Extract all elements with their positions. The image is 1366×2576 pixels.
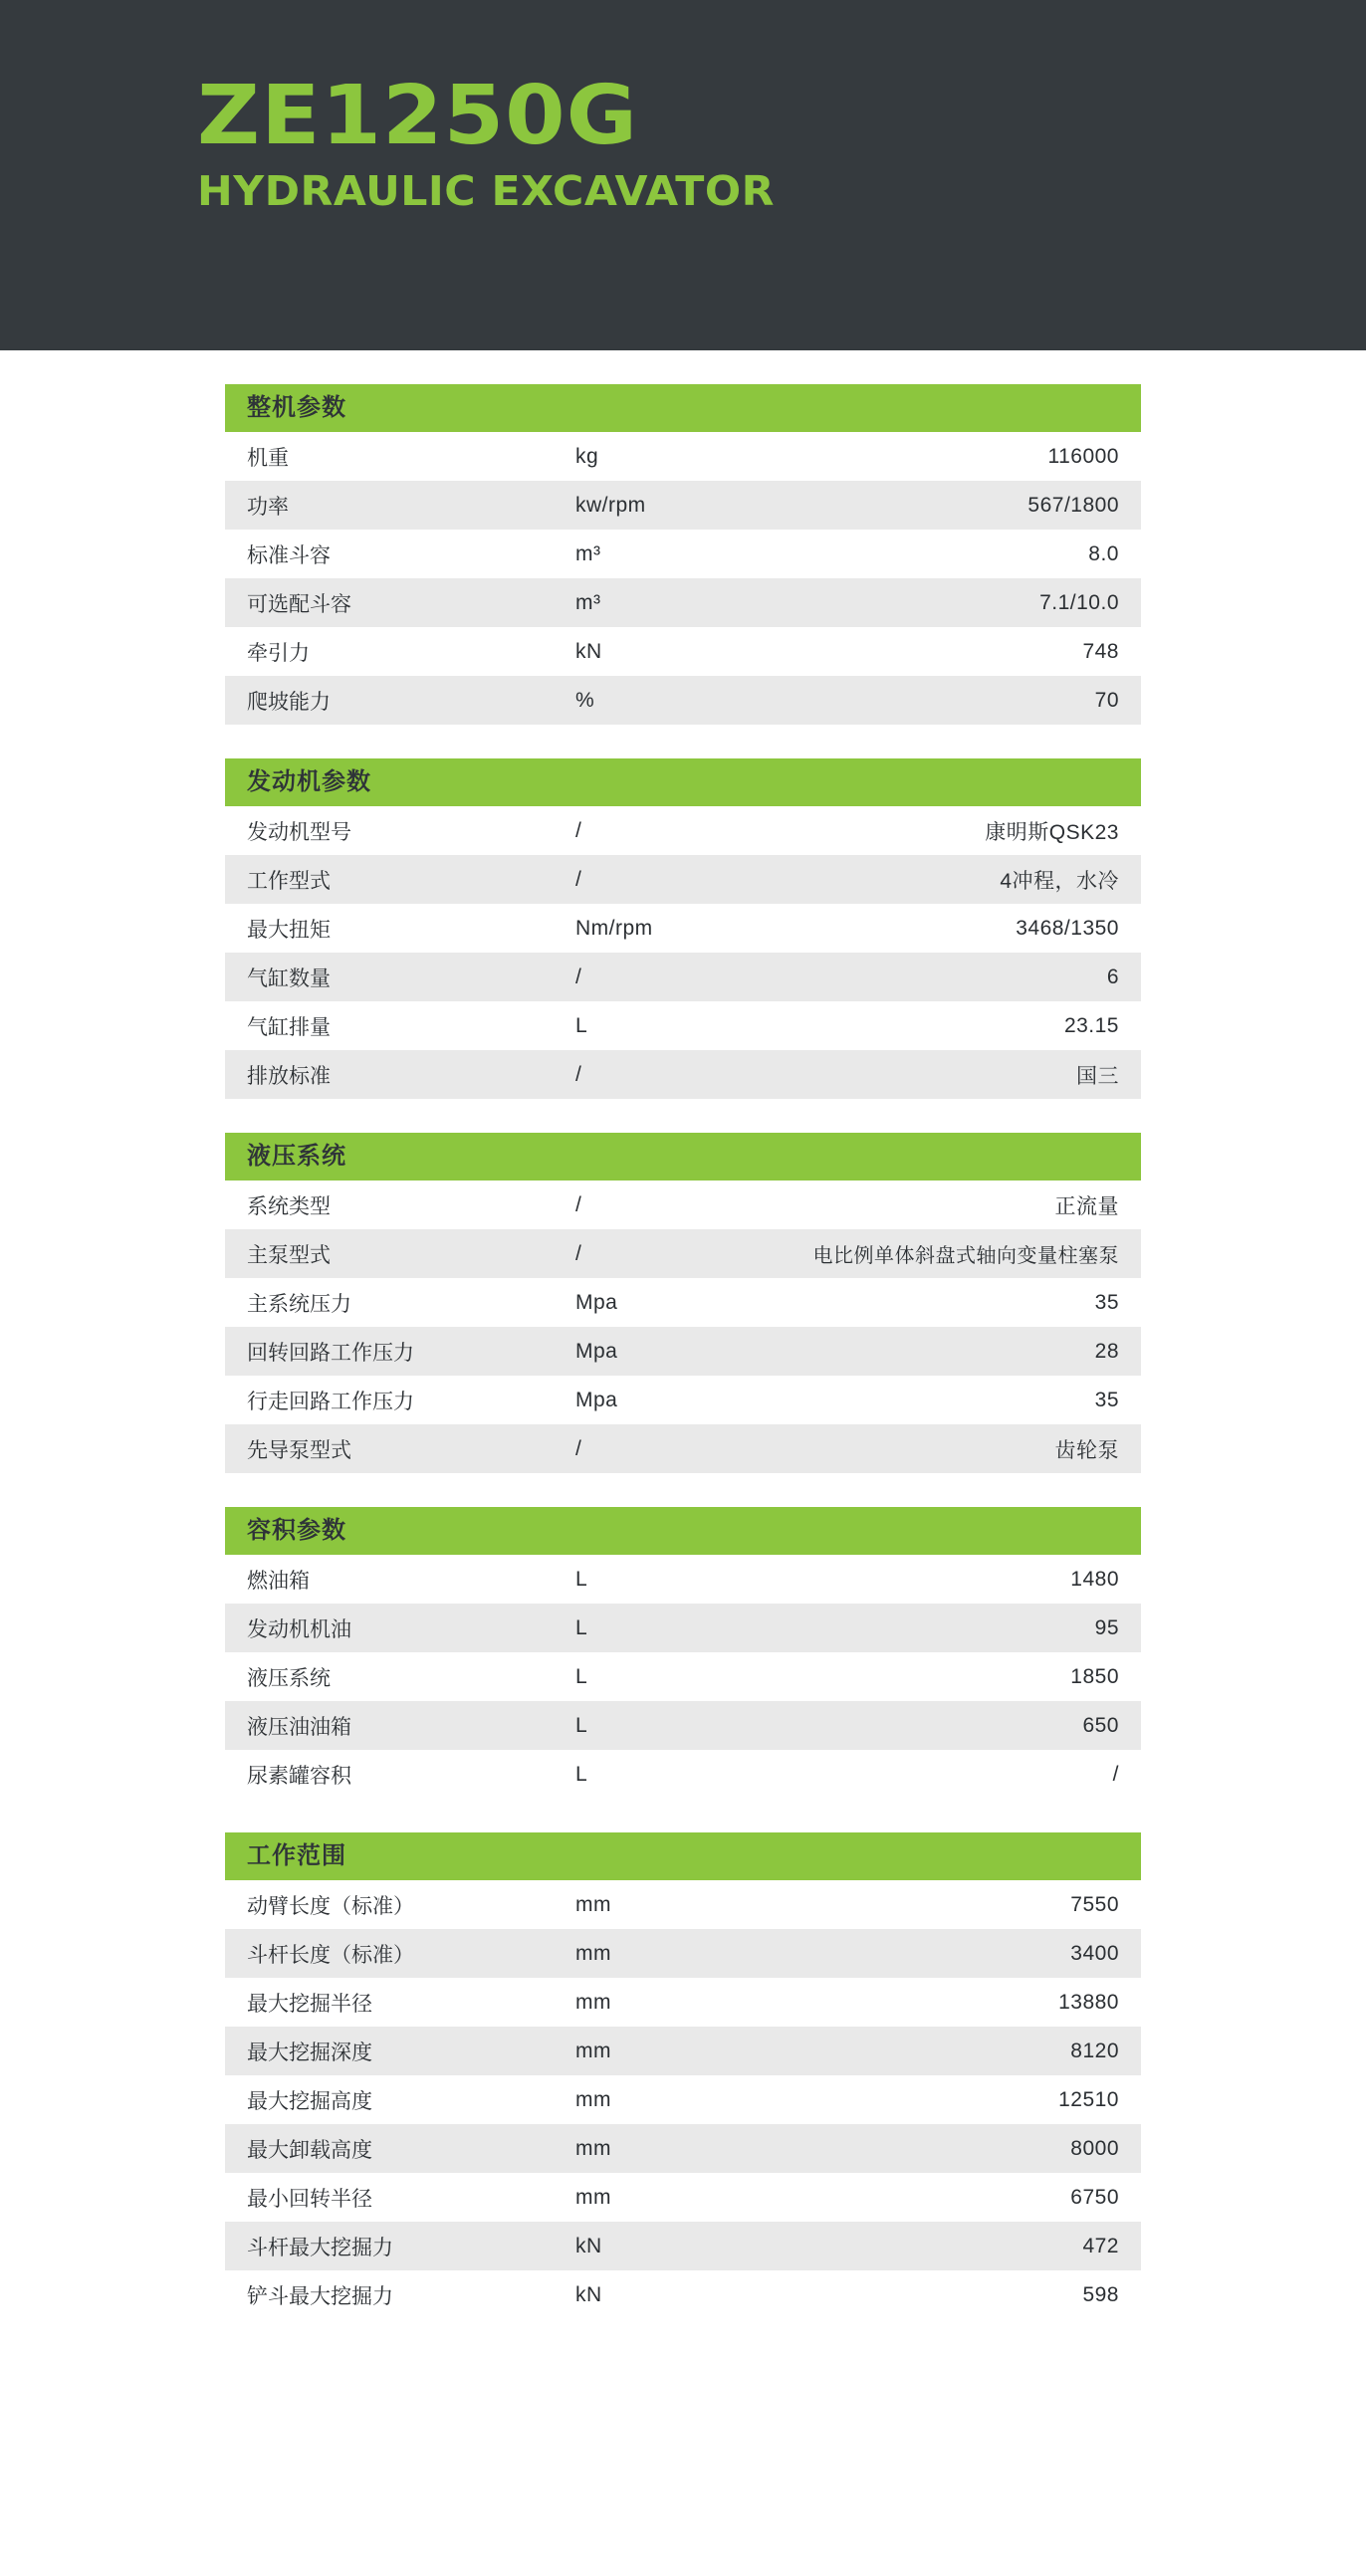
spec-row-unit: Nm/rpm xyxy=(575,916,653,940)
header-text-block xyxy=(197,69,776,215)
spec-row-value: 1850 xyxy=(1070,1664,1119,1688)
spec-row-label: 工作型式 xyxy=(247,869,331,893)
spec-row-unit: mm xyxy=(575,2185,611,2209)
spec-row xyxy=(225,1327,1141,1376)
spec-row-unit: L xyxy=(575,1013,588,1037)
spec-row-label: 液压系统 xyxy=(247,1666,331,1690)
spec-row-label: 爬坡能力 xyxy=(247,690,331,714)
spec-row xyxy=(225,1750,1141,1799)
spec-section-title: 容积参数 xyxy=(225,1507,1141,1555)
spec-row-value: 13880 xyxy=(1058,1990,1119,2014)
spec-row-unit: kN xyxy=(575,2282,602,2306)
spec-row xyxy=(225,578,1141,627)
spec-row-label: 发动机型号 xyxy=(247,820,351,844)
spec-row-label: 先导泵型式 xyxy=(247,1438,351,1462)
spec-row-group xyxy=(225,432,1141,725)
spec-row-value: 70 xyxy=(1094,688,1119,712)
spec-section xyxy=(225,758,1141,1099)
spec-row-unit: / xyxy=(575,1192,582,1216)
spec-row xyxy=(225,2124,1141,2173)
spec-row-label: 动臂长度（标准） xyxy=(247,1894,414,1918)
spec-row-label: 行走回路工作压力 xyxy=(247,1390,414,1413)
spec-row-value: 齿轮泵 xyxy=(1054,1438,1119,1462)
spec-row-label: 主泵型式 xyxy=(247,1243,331,1267)
spec-row-label: 标准斗容 xyxy=(247,543,331,567)
spec-row-value: 35 xyxy=(1094,1388,1119,1411)
spec-row-value: / xyxy=(1112,1762,1119,1786)
spec-row-unit: mm xyxy=(575,2039,611,2062)
spec-row-unit: mm xyxy=(575,1990,611,2014)
spec-row-label: 最大卸载高度 xyxy=(247,2138,372,2162)
spec-section-title: 发动机参数 xyxy=(225,758,1141,806)
spec-row-value: 3468/1350 xyxy=(1016,916,1119,940)
spec-row xyxy=(225,1001,1141,1050)
spec-row-label: 系统类型 xyxy=(247,1194,331,1218)
spec-row-value: 正流量 xyxy=(1054,1194,1119,1218)
spec-row xyxy=(225,953,1141,1001)
spec-row xyxy=(225,432,1141,481)
spec-row-value: 116000 xyxy=(1047,444,1119,468)
spec-row-group xyxy=(225,1880,1141,2319)
spec-row-value: 598 xyxy=(1082,2282,1119,2306)
product-model-title: ZE1250G xyxy=(197,69,639,163)
spec-row-unit: / xyxy=(575,1062,582,1086)
spec-row-label: 斗杆长度（标准） xyxy=(247,1943,414,1967)
spec-row xyxy=(225,855,1141,904)
spec-row-value: 650 xyxy=(1082,1713,1119,1737)
spec-row xyxy=(225,627,1141,676)
spec-row-value: 567/1800 xyxy=(1027,493,1119,517)
spec-row-unit: / xyxy=(575,867,582,891)
spec-row-unit: / xyxy=(575,1436,582,1460)
spec-row xyxy=(225,1424,1141,1473)
spec-row-label: 机重 xyxy=(247,446,289,470)
spec-row-unit: / xyxy=(575,818,582,842)
spec-row xyxy=(225,1050,1141,1099)
spec-section xyxy=(225,384,1141,725)
spec-row-value: 康明斯QSK23 xyxy=(985,820,1119,844)
spec-row xyxy=(225,481,1141,530)
spec-row-label: 最大挖掘半径 xyxy=(247,1992,372,2016)
spec-row xyxy=(225,2222,1141,2270)
spec-row-label: 功率 xyxy=(247,495,289,519)
spec-row-label: 尿素罐容积 xyxy=(247,1764,351,1788)
spec-row-label: 最小回转半径 xyxy=(247,2187,372,2211)
spec-row-unit: Mpa xyxy=(575,1339,618,1363)
spec-row-label: 发动机机油 xyxy=(247,1617,351,1641)
spec-row-group xyxy=(225,1181,1141,1473)
spec-row-label: 气缸数量 xyxy=(247,966,331,990)
spec-row xyxy=(225,1880,1141,1929)
spec-row xyxy=(225,1181,1141,1229)
spec-row-unit: L xyxy=(575,1762,588,1786)
spec-section xyxy=(225,1832,1141,2319)
spec-row-label: 燃油箱 xyxy=(247,1569,310,1593)
spec-row-value: 8120 xyxy=(1070,2039,1119,2062)
spec-row-unit: L xyxy=(575,1713,588,1737)
spec-row-group xyxy=(225,1555,1141,1799)
spec-row-label: 最大挖掘深度 xyxy=(247,2040,372,2064)
spec-row xyxy=(225,904,1141,953)
spec-row xyxy=(225,1229,1141,1278)
spec-row-label: 主系统压力 xyxy=(247,1292,351,1316)
spec-row-unit: L xyxy=(575,1615,588,1639)
spec-row-value: 8000 xyxy=(1070,2136,1119,2160)
spec-row xyxy=(225,676,1141,725)
spec-row-unit: mm xyxy=(575,2087,611,2111)
spec-row-label: 气缸排量 xyxy=(247,1015,331,1039)
spec-row-value: 6750 xyxy=(1070,2185,1119,2209)
spec-row-label: 斗杆最大挖掘力 xyxy=(247,2236,393,2259)
spec-section-title: 液压系统 xyxy=(225,1133,1141,1181)
spec-row-group xyxy=(225,806,1141,1099)
header-banner xyxy=(0,0,1366,350)
spec-row-label: 最大挖掘高度 xyxy=(247,2089,372,2113)
spec-row xyxy=(225,2075,1141,2124)
spec-row-label: 铲斗最大挖掘力 xyxy=(247,2284,393,2308)
spec-row-unit: L xyxy=(575,1664,588,1688)
spec-row xyxy=(225,1604,1141,1652)
spec-row-value: 23.15 xyxy=(1063,1013,1119,1037)
spec-row-value: 电比例单体斜盘式轴向变量柱塞泵 xyxy=(812,1245,1119,1267)
spec-row xyxy=(225,1278,1141,1327)
spec-row xyxy=(225,1978,1141,2027)
spec-row-unit: % xyxy=(575,688,595,712)
spec-row xyxy=(225,2027,1141,2075)
spec-row-unit: kg xyxy=(575,444,599,468)
spec-row-value: 472 xyxy=(1082,2234,1119,2257)
spec-row-unit: kw/rpm xyxy=(575,493,646,517)
spec-row-unit: m³ xyxy=(575,541,601,565)
spec-row-value: 6 xyxy=(1106,965,1119,988)
spec-row-value: 12510 xyxy=(1058,2087,1119,2111)
spec-row xyxy=(225,1929,1141,1978)
spec-row-unit: m³ xyxy=(575,590,601,614)
spec-row-unit: L xyxy=(575,1567,588,1591)
spec-row-unit: mm xyxy=(575,2136,611,2160)
spec-section xyxy=(225,1133,1141,1473)
spec-section-title: 工作范围 xyxy=(225,1832,1141,1880)
spec-row xyxy=(225,1555,1141,1604)
spec-row-value: 国三 xyxy=(1076,1064,1119,1088)
spec-row-label: 排放标准 xyxy=(247,1064,331,1088)
spec-section-title: 整机参数 xyxy=(225,384,1141,432)
spec-row xyxy=(225,2173,1141,2222)
spec-row xyxy=(225,530,1141,578)
spec-row-value: 28 xyxy=(1094,1339,1119,1363)
product-subtitle: HYDRAULIC EXCAVATOR xyxy=(197,166,776,215)
spec-row-value: 748 xyxy=(1082,639,1119,663)
spec-row-unit: / xyxy=(575,965,582,988)
spec-row-unit: mm xyxy=(575,1941,611,1965)
spec-row xyxy=(225,1652,1141,1701)
spec-row-value: 3400 xyxy=(1070,1941,1119,1965)
spec-row xyxy=(225,1701,1141,1750)
spec-row-value: 7550 xyxy=(1070,1892,1119,1916)
spec-row-value: 4冲程，水冷 xyxy=(1000,869,1119,893)
spec-row-unit: kN xyxy=(575,639,602,663)
spec-sheet-body xyxy=(0,350,1366,2379)
spec-row-value: 1480 xyxy=(1070,1567,1119,1591)
spec-row-unit: / xyxy=(575,1241,582,1265)
spec-row-label: 可选配斗容 xyxy=(247,592,351,616)
spec-row xyxy=(225,2270,1141,2319)
spec-row-value: 35 xyxy=(1094,1290,1119,1314)
spec-row-value: 7.1/10.0 xyxy=(1039,590,1119,614)
spec-row-label: 最大扭矩 xyxy=(247,918,331,942)
spec-row xyxy=(225,806,1141,855)
spec-row-value: 95 xyxy=(1094,1615,1119,1639)
spec-row-label: 牵引力 xyxy=(247,641,310,665)
spec-row-unit: kN xyxy=(575,2234,602,2257)
spec-row-unit: mm xyxy=(575,1892,611,1916)
spec-row-value: 8.0 xyxy=(1088,541,1119,565)
spec-row-unit: Mpa xyxy=(575,1290,618,1314)
spec-row-unit: Mpa xyxy=(575,1388,618,1411)
spec-row-label: 液压油油箱 xyxy=(247,1715,351,1739)
spec-row-label: 回转回路工作压力 xyxy=(247,1341,414,1365)
spec-section xyxy=(225,1507,1141,1799)
spec-row xyxy=(225,1376,1141,1424)
